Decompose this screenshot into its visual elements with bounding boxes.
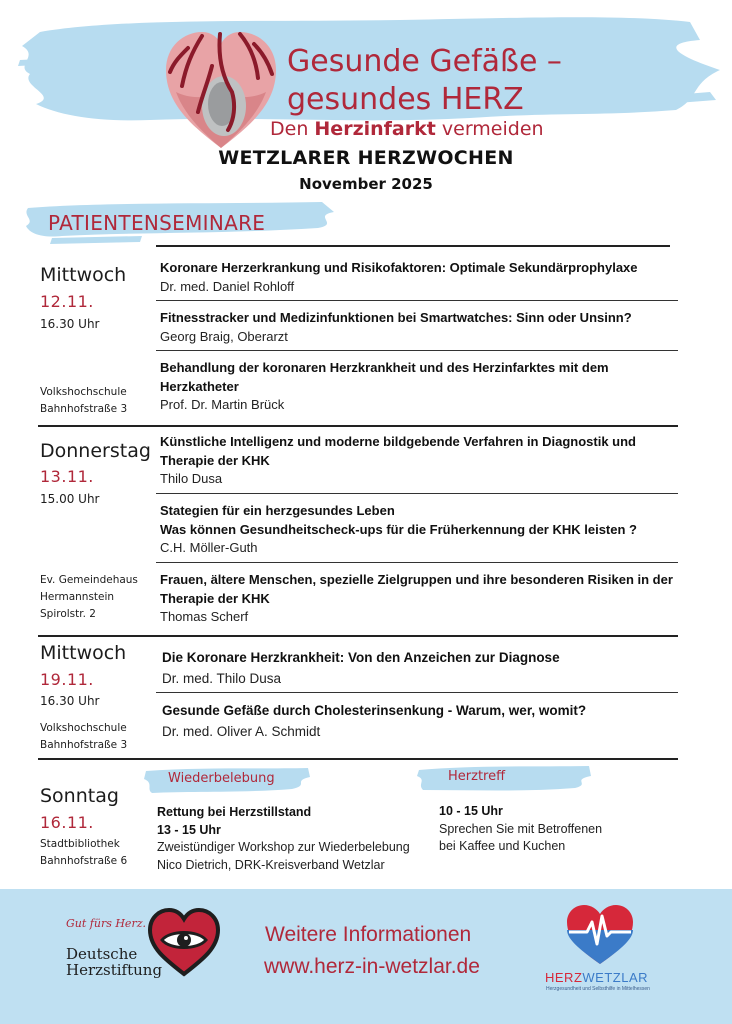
talk-item [162,702,682,743]
herzwetzlar-tagline: Herzgesundheit und Selbsthilfe in Mittelhessen [546,986,650,992]
heart-vessels-icon [162,26,280,152]
dhs-tagline: Gut fürs Herz. [66,917,146,930]
divider [156,493,678,494]
wiederbelebung-block [157,804,410,874]
more-info-label: Weitere Informationen [265,923,472,946]
wordmark-wetzlar: WETZLAR [582,970,649,985]
venue-line: Bahnhofstraße 3 [40,403,128,415]
herztreff-block [439,803,602,856]
dhs-name [66,946,162,978]
day2-weekday: Donnerstag [40,440,151,462]
day3-date: 19.11. [40,670,94,689]
headline-subtitle [270,118,544,140]
talk-item [160,309,680,346]
talk-speaker: Dr. med. Daniel Rohloff [160,278,295,294]
venue-line: Bahnhofstraße 3 [40,739,128,751]
subtitle-bold: Herzinfarkt [314,118,436,140]
day4-venue [40,836,127,870]
divider [156,692,678,693]
day3-venue [40,720,127,754]
day3-weekday: Mittwoch [40,642,127,664]
talk-title: Frauen, ältere Menschen, spezielle Zielgruppen und ihre besonderen Risiken in der Therapie der KHK [160,572,673,606]
day4-date: 16.11. [40,813,94,832]
venue-line: Ev. Gemeindehaus [40,574,138,586]
day2-venue [40,572,138,623]
section-label: PATIENTENSEMINARE [48,211,266,235]
subtitle-prefix: Den [270,118,315,140]
dhs-name-line: Herzstiftung [66,961,163,979]
herztreff-line: bei Kaffee und Kuchen [439,839,566,853]
venue-line: Spirolstr. 2 [40,608,96,620]
day1-venue [40,384,127,418]
talk-title: Die Koronare Herzkrankheit: Von den Anzeichen zur Diagnose [162,650,560,665]
talk-item [160,359,660,414]
more-info-url[interactable]: www.herz-in-wetzlar.de [264,955,480,978]
divider-day [38,635,678,637]
day2-date: 13.11. [40,467,94,486]
talk-title-2: Was können Gesundheitscheck-ups für die Früherkennung der KHK leisten ? [160,521,637,537]
venue-line: Bahnhofstraße 6 [40,855,128,867]
wiederbelebung-speaker: Nico Dietrich, DRK-Kreisverband Wetzlar [157,857,385,872]
talk-speaker: Dr. med. Oliver A. Schmidt [162,723,321,739]
talk-speaker: Thilo Dusa [160,471,223,486]
herztreff-time: 10 - 15 Uhr [439,804,503,818]
divider [156,562,678,563]
talk-item [160,502,680,557]
day2-time: 15.00 Uhr [40,492,100,506]
event-month: November 2025 [299,175,433,193]
divider [156,300,678,301]
headline-line-2: gesundes HERZ [287,82,524,117]
wiederbelebung-time: 13 - 15 Uhr [157,822,221,837]
wiederbelebung-desc: Zweistündiger Workshop zur Wiederbelebung [157,840,410,854]
divider [156,350,678,351]
herztreff-tag: Herztreff [448,769,506,784]
wiederbelebung-tag: Wiederbelebung [168,771,275,786]
day1-weekday: Mittwoch [40,264,127,286]
day1-date: 12.11. [40,292,94,311]
talk-item [160,433,672,488]
talk-speaker: Thomas Scherf [160,609,249,624]
day1-time: 16.30 Uhr [40,317,100,331]
venue-line: Volkshochschule [40,386,127,398]
dhs-name-line: Deutsche [66,945,138,963]
venue-line: Hermannstein [40,591,115,603]
talk-item [162,649,682,690]
talk-title: Koronare Herzerkrankung und Risikofaktoren: Optimale Sekundärprophylaxe [160,260,638,275]
herztreff-line: Sprechen Sie mit Betroffenen [439,821,603,836]
divider-day [38,425,678,427]
talk-title: Gesunde Gefäße durch Cholesterinsenkung - Warum, wer, womit? [162,703,587,718]
venue-line: Volkshochschule [40,722,127,734]
subtitle-suffix: vermeiden [435,118,544,140]
venue-line: Stadtbibliothek [40,838,120,850]
talk-item [160,571,684,626]
herzwetzlar-heart-icon [563,902,637,968]
event-title: WETZLARER HERZWOCHEN [218,147,514,169]
talk-speaker: Georg Braig, Oberarzt [160,328,288,344]
wordmark-herz: HERZ [545,970,583,985]
talk-title: Künstliche Intelligenz und moderne bildgebende Verfahren in Diagnostik und Therapie der KHK [160,434,636,468]
talk-title: Fitnesstracker und Medizinfunktionen bei Smartwatches: Sinn oder Unsinn? [160,310,632,325]
day4-weekday: Sonntag [40,785,119,807]
herzwetzlar-wordmark [545,970,648,985]
divider-day [38,758,678,760]
wiederbelebung-title: Rettung bei Herzstillstand [157,805,312,819]
divider-top [156,245,670,247]
talk-speaker: C.H. Möller-Guth [160,540,258,555]
talk-title: Stategien für ein herzgesundes Leben [160,503,395,518]
headline-line-1: Gesunde Gefäße – [287,44,562,79]
talk-speaker: Dr. med. Thilo Dusa [162,670,282,686]
day3-time: 16.30 Uhr [40,694,100,708]
talk-title: Behandlung der koronaren Herzkrankheit und des Herzinfarktes mit dem Herzkatheter [160,360,609,394]
talk-speaker: Prof. Dr. Martin Brück [160,397,285,412]
talk-item [160,259,680,296]
